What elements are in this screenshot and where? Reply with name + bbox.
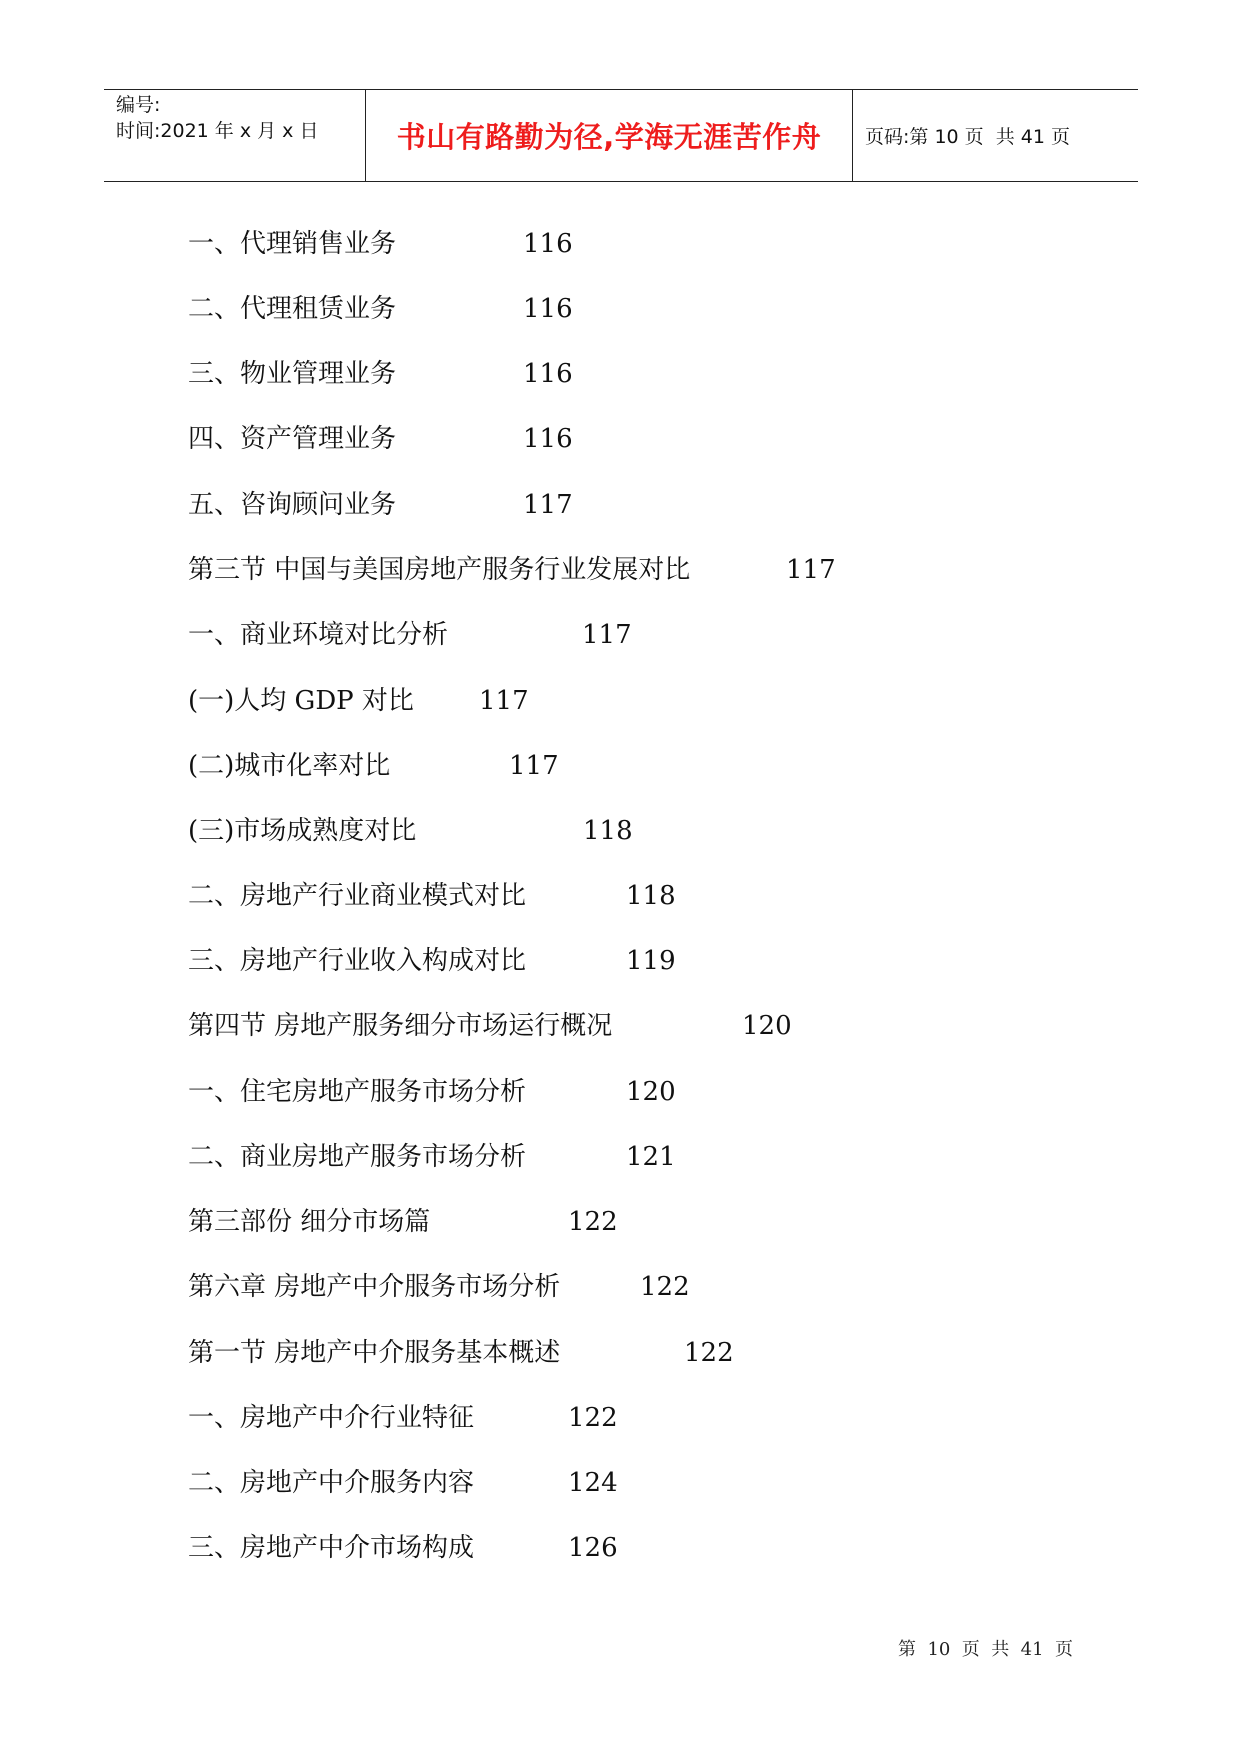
toc-entry-title: 三、物业管理业务: [188, 359, 397, 389]
toc-entry-page: 119: [626, 946, 676, 976]
toc-entry-page: 117: [582, 620, 632, 650]
toc-entry[interactable]: [188, 1528, 618, 1568]
toc-entry-page: 120: [742, 1011, 792, 1041]
toc-entry-title: 二、房地产中介服务内容: [188, 1468, 475, 1498]
toc-entry[interactable]: [188, 419, 573, 459]
toc-entry[interactable]: [188, 876, 676, 916]
document-time: 时间:2021 年 x 月 x 日: [116, 120, 319, 142]
toc-entry-page: 122: [640, 1272, 690, 1302]
toc-entry-page: 118: [583, 816, 633, 846]
toc-entry-page: 122: [568, 1207, 618, 1237]
toc-entry[interactable]: [188, 941, 676, 981]
toc-entry-page: 117: [523, 490, 573, 520]
toc-entry-title: 一、商业环境对比分析: [188, 620, 449, 650]
toc-entry-page: 116: [523, 229, 573, 259]
toc-entry-page: 117: [786, 555, 836, 585]
toc-entry[interactable]: [188, 1267, 690, 1307]
header-motto-cell: [366, 90, 853, 181]
toc-entry[interactable]: [188, 485, 573, 525]
header-page-info: 页码:第 10 页 共 41 页: [865, 126, 1070, 148]
toc-entry-title: 第六章 房地产中介服务市场分析: [188, 1272, 561, 1302]
toc-entry[interactable]: [188, 550, 836, 590]
toc-entry[interactable]: [188, 1398, 618, 1438]
toc-entry[interactable]: [188, 1072, 676, 1112]
toc-entry[interactable]: [188, 811, 633, 851]
toc-entry-title: 第三节 中国与美国房地产服务行业发展对比: [188, 555, 691, 585]
toc-entry[interactable]: [188, 1006, 792, 1046]
header-meta: [104, 90, 366, 181]
toc-entry-title: (一)人均 GDP 对比: [188, 686, 414, 716]
toc-entry-page: 116: [523, 294, 573, 324]
toc-entry[interactable]: [188, 746, 559, 786]
toc-entry[interactable]: [188, 1202, 618, 1242]
toc-entry-title: 一、房地产中介行业特征: [188, 1403, 475, 1433]
toc-entry-title: 第四节 房地产服务细分市场运行概况: [188, 1011, 613, 1041]
toc-entry-title: 二、商业房地产服务市场分析: [188, 1142, 527, 1172]
toc-entry[interactable]: [188, 1333, 734, 1373]
toc-entry-title: 二、房地产行业商业模式对比: [188, 881, 527, 911]
toc-entry-page: 121: [626, 1142, 676, 1172]
toc-entry-title: 一、代理销售业务: [188, 229, 397, 259]
toc-entry-page: 122: [684, 1338, 734, 1368]
document-number-label: 编号:: [116, 94, 161, 116]
toc-entry[interactable]: [188, 1463, 618, 1503]
toc-entry[interactable]: [188, 289, 573, 329]
toc-entry-title: 第三部份 细分市场篇: [188, 1207, 431, 1237]
page-footer: 第 10 页 共 41 页: [898, 1639, 1074, 1660]
toc-entry[interactable]: [188, 224, 573, 264]
toc-entry[interactable]: [188, 615, 632, 655]
toc-entry-title: 三、房地产行业收入构成对比: [188, 946, 527, 976]
toc-entry-title: 四、资产管理业务: [188, 424, 397, 454]
toc-entry-title: 五、咨询顾问业务: [188, 490, 397, 520]
toc-entry-title: (三)市场成熟度对比: [188, 816, 417, 846]
toc-entry-title: 一、住宅房地产服务市场分析: [188, 1077, 527, 1107]
toc-entry-page: 117: [479, 686, 529, 716]
toc-entry-title: 二、代理租赁业务: [188, 294, 397, 324]
toc-entry-title: (二)城市化率对比: [188, 751, 391, 781]
toc-entry-page: 116: [523, 359, 573, 389]
toc-entry[interactable]: [188, 681, 529, 721]
toc-entry-title: 三、房地产中介市场构成: [188, 1533, 475, 1563]
toc-entry-page: 126: [568, 1533, 618, 1563]
toc-entry[interactable]: [188, 1137, 676, 1177]
page-header: [104, 89, 1138, 182]
header-motto: 书山有路勤为径,学海无涯苦作舟: [396, 120, 822, 154]
toc-entry-page: 120: [626, 1077, 676, 1107]
toc-entry-page: 118: [626, 881, 676, 911]
toc-entry-page: 116: [523, 424, 573, 454]
toc-entry-title: 第一节 房地产中介服务基本概述: [188, 1338, 561, 1368]
toc-entry-page: 117: [509, 751, 559, 781]
toc-entry[interactable]: [188, 354, 573, 394]
toc-entry-page: 122: [568, 1403, 618, 1433]
toc-entry-page: 124: [568, 1468, 618, 1498]
